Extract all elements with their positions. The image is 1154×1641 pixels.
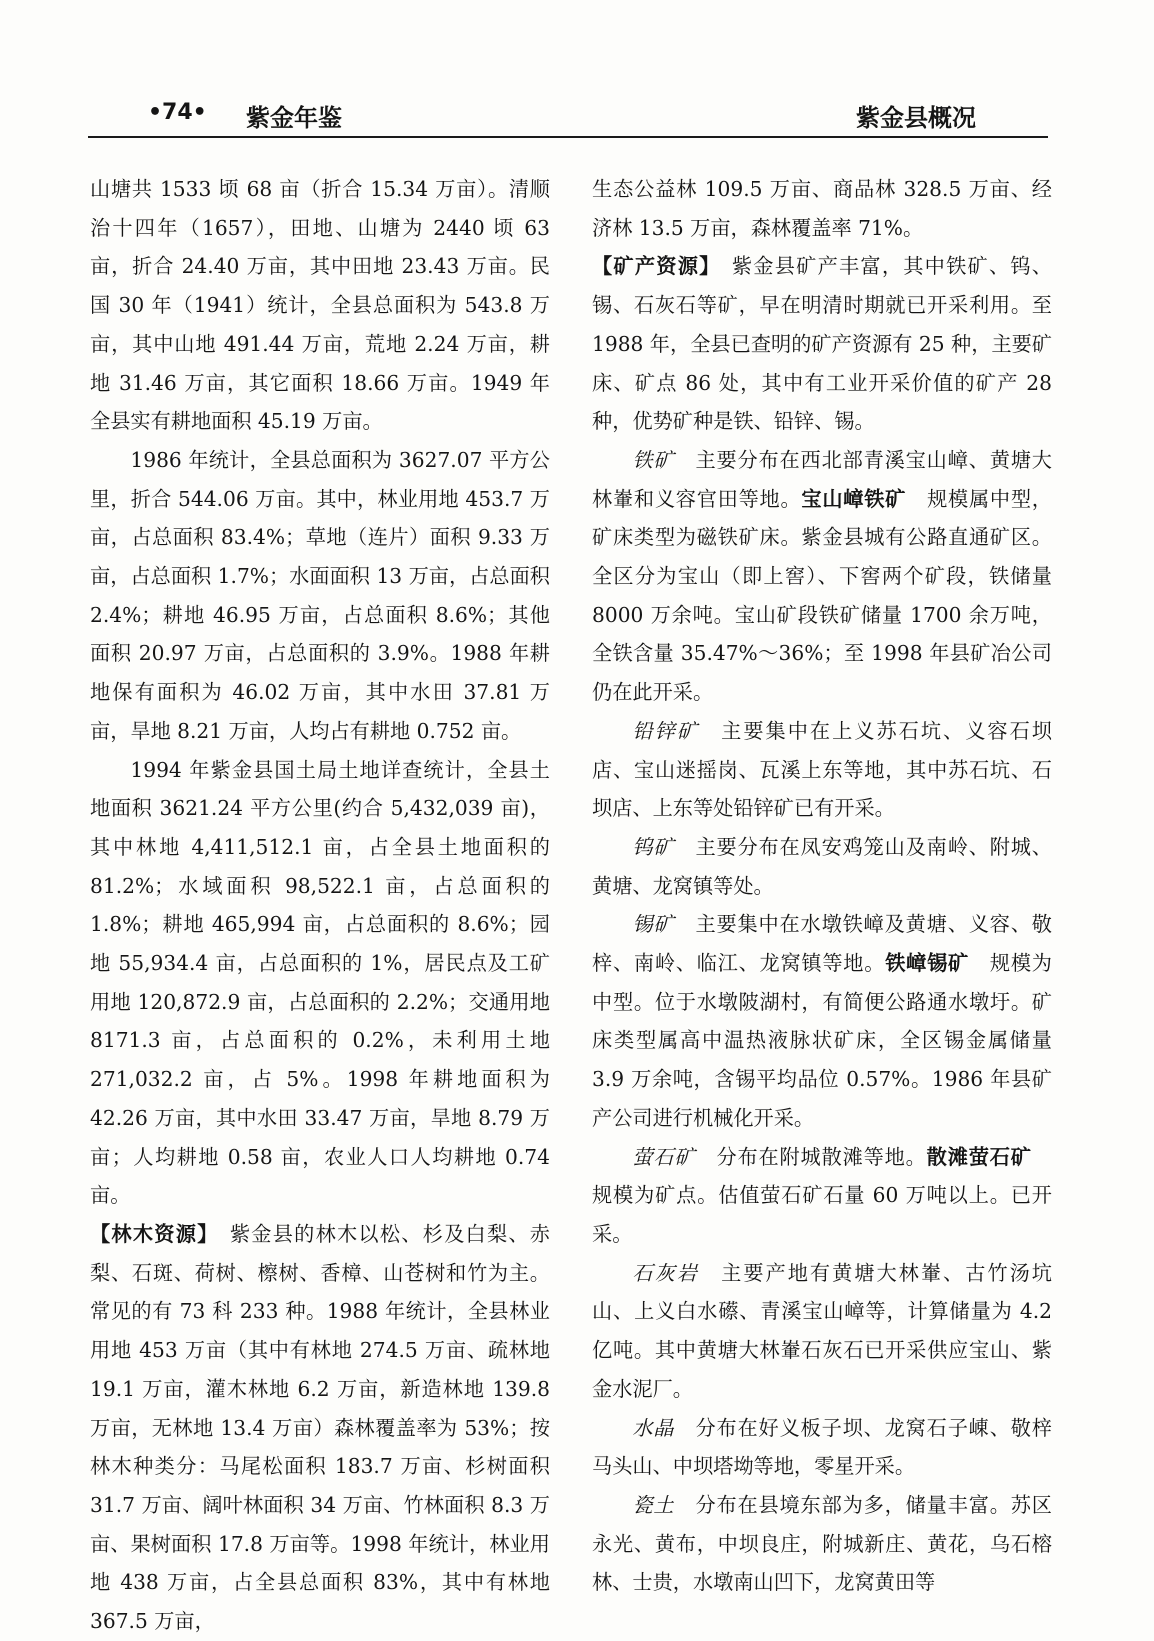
fluorite-text-1: 分布在附城散滩等地。 bbox=[715, 1144, 927, 1169]
paragraph-limestone bbox=[592, 1254, 1052, 1409]
tin-text-1: 主要集中在水墩铁嶂及黄塘、义容、敬梓、南岭、临江、龙窝镇等地。 bbox=[592, 912, 1052, 976]
iron-text-2: 规模属中型，矿床类型为磁铁矿床。紫金县城有公路直通矿区。全区分为宝山（即上窖）、下窖两个矿段，铁储量 8000 万余吨。宝山矿段铁矿储量 1700 余万吨，全铁含量 35.47%～36%；至 1998 年县矿冶公司仍在此开采。 bbox=[592, 486, 1052, 705]
label-limestone: 石灰岩 bbox=[632, 1260, 699, 1285]
limestone-text: 主要产地有黄塘大林輋、古竹汤坑山、上义白水礤、青溪宝山嶂等，计算储量为 4.2 亿吨。其中黄塘大林輋石灰石已开采供应宝山、紫金水泥厂。 bbox=[592, 1260, 1052, 1401]
paragraph-1986-stats: 1986 年统计，全县总面积为 3627.07 平方公里，折合 544.06 万亩。其中，林业用地 453.7 万亩，占总面积 83.4%；草地（连片）面积 9.33 万亩，占总面积 1.7%；水面面积 13 万亩，占总面积 2.4%；耕地 46.95 万亩，占总面积 8.6%；其他面积 20.97 万亩，占总面积的 3.9%。1988 年耕地保有面积为 46.02 万亩，其中水田 37.81 万亩，旱地 8.21 万亩，人均占有耕地 0.752 亩。 bbox=[90, 447, 550, 743]
page-header bbox=[88, 96, 1048, 138]
label-iron: 铁矿 bbox=[632, 447, 675, 472]
clay-text: 分布在县境东部为多，储量丰富。苏区永光、黄布，中坝良庄，附城新庄、黄花，乌石榕林、士贵，水墩南山凹下，龙窝黄田等 bbox=[592, 1492, 1052, 1595]
book-title: 紫金年鉴 bbox=[246, 104, 342, 132]
label-crystal: 水晶 bbox=[632, 1415, 675, 1440]
forest-text: 紫金县的林木以松、杉及白梨、赤梨、石斑、荷树、檫树、香樟、山苍树和竹为主。常见的有 73 科 233 种。1988 年统计，全县林业用地 453 万亩（其中有林地 274.5 万亩、疏林地 19.1 万亩，灌木林地 6.2 万亩，新造林地 139.8 万亩，无林地 13.4 万亩）森林覆盖率为 53%；按林木种类分：马尾松面积 183.7 万亩、杉树面积 31.7 万亩、阔叶林面积 34 万亩、竹林面积 8.3 万亩、果树面积 17.8 万亩等。1998 年统计，林业用地 438 万亩，占全县总面积 83%，其中有林地 367.5 万亩， bbox=[90, 1221, 550, 1634]
paragraph-forest bbox=[90, 1215, 550, 1641]
fluorite-mine-name: 散滩萤石矿 bbox=[926, 1144, 1032, 1169]
paragraph-clay bbox=[592, 1486, 1052, 1602]
right-column bbox=[592, 170, 1052, 1602]
label-fluorite: 萤石矿 bbox=[632, 1144, 696, 1169]
section-heading-mineral: 【矿产资源】 bbox=[592, 254, 721, 279]
paragraph-tin bbox=[592, 905, 1052, 1137]
section-heading-forest: 【林木资源】 bbox=[90, 1221, 219, 1246]
fluorite-text-2: 规模为矿点。估值萤石矿石量 60 万吨以上。已开采。 bbox=[592, 1183, 1052, 1246]
label-clay: 瓷土 bbox=[632, 1492, 675, 1517]
chapter-title: 紫金县概况 bbox=[856, 104, 976, 132]
mineral-text: 紫金县矿产丰富，其中铁矿、钨、锡、石灰石等矿，早在明清时期就已开采利用。至 1988 年，全县已查明的矿产资源有 25 种，主要矿床、矿点 86 处，其中有工业开采价值的矿产 28 种，优势矿种是铁、铅锌、锡。 bbox=[592, 254, 1052, 434]
crystal-text: 分布在好义板子坝、龙窝石子崠、敬梓马头山、中坝塔坳等地，零星开采。 bbox=[592, 1415, 1052, 1479]
tin-mine-name: 铁嶂锡矿 bbox=[885, 951, 969, 976]
paragraph-history: 山塘共 1533 顷 68 亩（折合 15.34 万亩）。清顺治十四年（1657），田地、山塘为 2440 顷 63 亩，折合 24.40 万亩，其中田地 23.43 万亩。民国 30 年（1941）统计，全县总面积为 543.8 万亩，其中山地 491.44 万亩，荒地 2.24 万亩，耕地 31.46 万亩，其它面积 18.66 万亩。1949 年全县实有耕地面积 45.19 万亩。 bbox=[90, 177, 550, 434]
page-number: •74• bbox=[148, 100, 207, 125]
paragraph-1994-survey: 1994 年紫金县国土局土地详查统计，全县土地面积 3621.24 平方公里(约合 5,432,039 亩)，其中林地 4,411,512.1 亩，占全县土地面积的 81.2%；水域面积 98,522.1 亩，占总面积的 1.8%；耕地 465,994 亩，占总面积的 8.6%；园地 55,934.4 亩，占总面积的 1%，居民点及工矿用地 120,872.9 亩，占总面积的 2.2%；交通用地 8171.3 亩，占总面积的 0.2%，未利用土地 271,032.2 亩，占 5%。1998 年耕地面积为 42.26 万亩，其中水田 33.47 万亩，旱地 8.79 万亩；人均耕地 0.58 亩，农业人口人均耕地 0.74 亩。 bbox=[90, 757, 550, 1208]
paragraph-crystal bbox=[592, 1409, 1052, 1486]
tin-text-2: 规模为中型。位于水墩陂湖村，有简便公路通水墩圩。矿床类型属高中温热液脉状矿床，全区锡金属储量 3.9 万余吨，含锡平均品位 0.57%。1986 年县矿产公司进行机械化开采。 bbox=[592, 951, 1052, 1130]
iron-mine-name: 宝山嶂铁矿 bbox=[801, 486, 907, 511]
paragraph-lead-zinc bbox=[592, 712, 1052, 828]
paragraph-iron bbox=[592, 441, 1052, 712]
iron-text-1: 主要分布在西北部青溪宝山嶂、黄塘大林輋和义容官田等地。 bbox=[592, 447, 1052, 511]
lead-zinc-text: 主要集中在上义苏石坑、义容石坝店、宝山迷摇岗、瓦溪上东等地，其中苏石坑、石坝店、上东等处铅锌矿已有开采。 bbox=[592, 718, 1052, 821]
label-lead-zinc: 铅锌矿 bbox=[632, 718, 699, 743]
paragraph-tungsten bbox=[592, 828, 1052, 905]
paragraph-fluorite bbox=[592, 1138, 1052, 1254]
label-tungsten: 钨矿 bbox=[632, 834, 675, 859]
paragraph-mineral bbox=[592, 247, 1052, 441]
paragraph-forest-cont: 生态公益林 109.5 万亩、商品林 328.5 万亩、经济林 13.5 万亩，森林覆盖率 71%。 bbox=[592, 177, 1052, 240]
label-tin: 锡矿 bbox=[632, 912, 675, 937]
left-column bbox=[90, 170, 550, 1641]
tungsten-text: 主要分布在凤安鸡笼山及南岭、附城、黄塘、龙窝镇等处。 bbox=[592, 834, 1052, 898]
